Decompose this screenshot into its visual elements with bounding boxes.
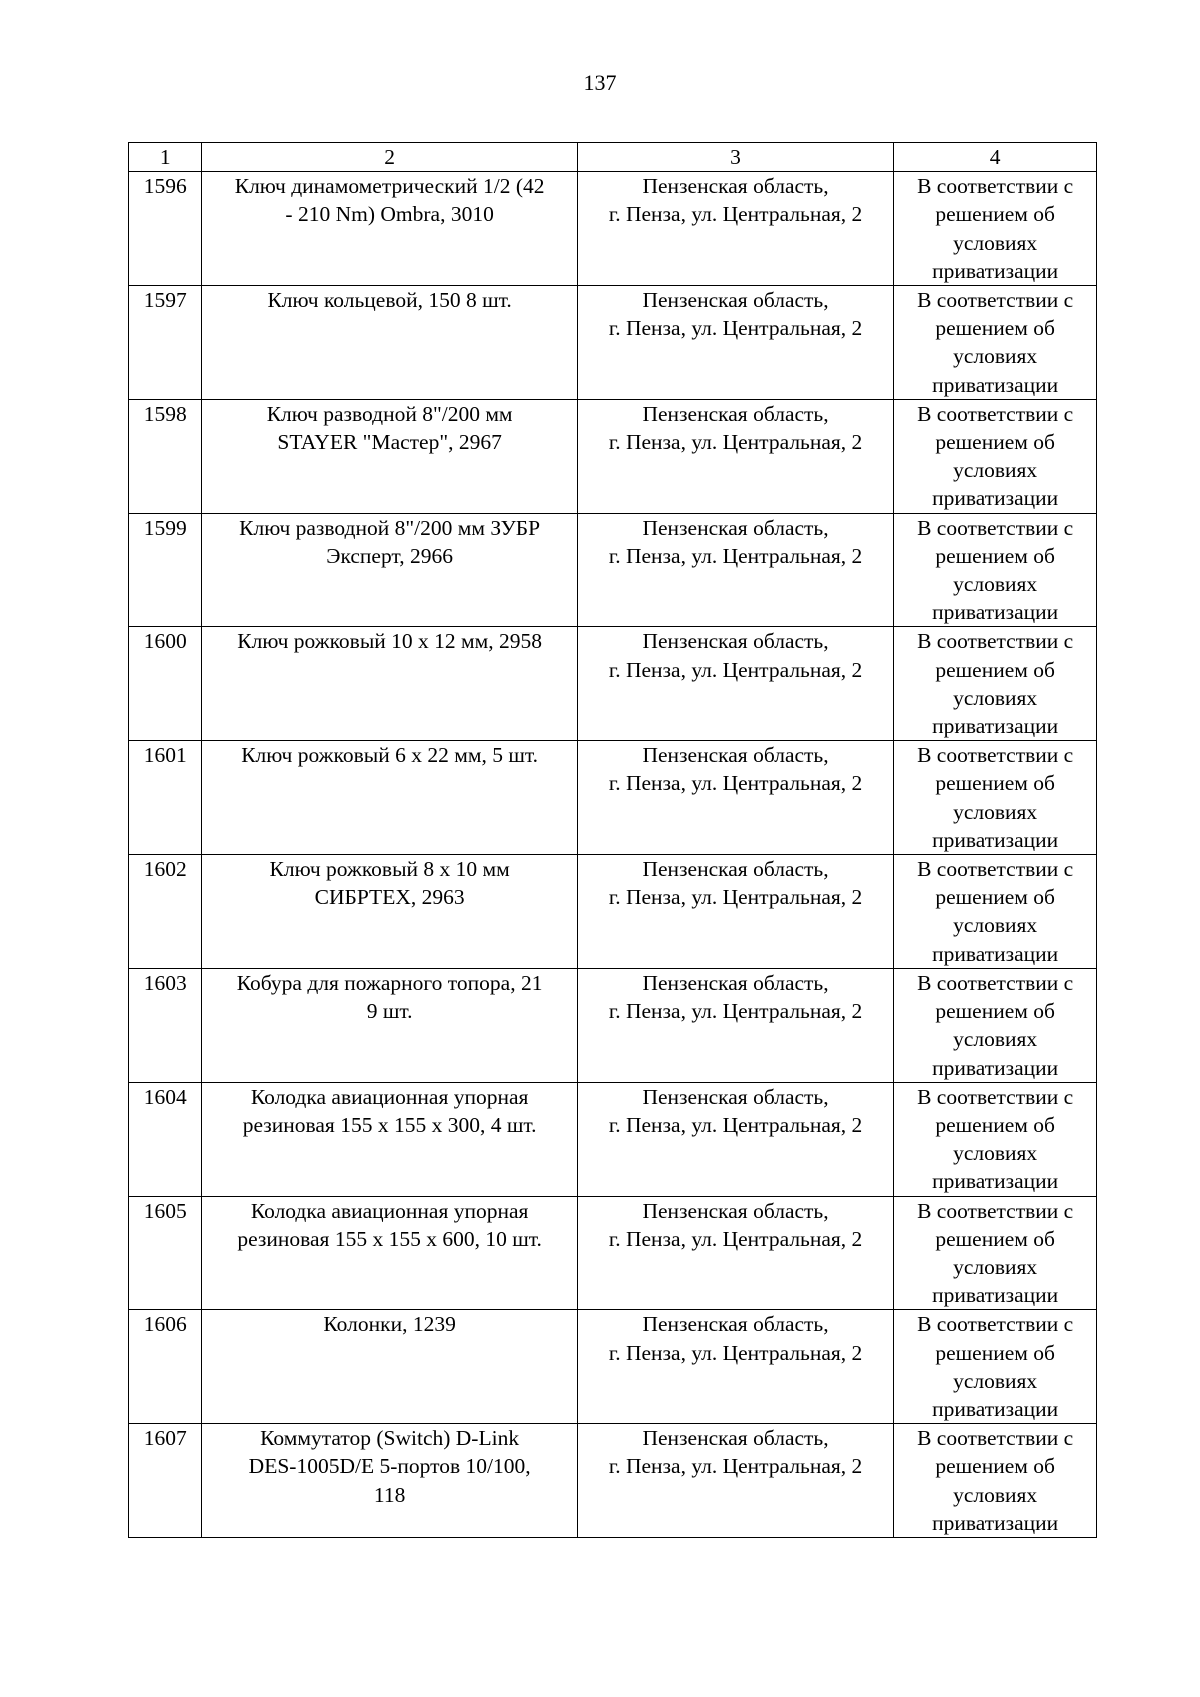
row-number-cell: 1596 (129, 172, 202, 286)
item-name-cell (202, 741, 577, 855)
header-cell-1: 1 (129, 143, 202, 172)
address-line: Пензенская область, (642, 1312, 829, 1337)
table-row (129, 1082, 1097, 1196)
table-header-row (129, 143, 1097, 172)
address-cell (577, 627, 893, 741)
table-row (129, 968, 1097, 1082)
address-cell (577, 1082, 893, 1196)
note-line: В соответствии с (917, 174, 1074, 199)
item-name-line: - 210 Nm) Ombra, 3010 (285, 202, 494, 227)
note-line: В соответствии с (917, 1312, 1074, 1337)
item-name-line: Ключ рожковый 8 х 10 мм (269, 857, 510, 882)
item-name-line: DES-1005D/E 5-портов 10/100, (248, 1454, 531, 1479)
note-line: В соответствии с (917, 1084, 1074, 1109)
note-cell (894, 286, 1097, 400)
address-line: г. Пенза, ул. Центральная, 2 (608, 657, 863, 682)
page-number: 137 (583, 70, 617, 95)
item-name-line: Ключ рожковый 10 х 12 мм, 2958 (237, 629, 542, 654)
address-line: Пензенская область, (642, 1426, 829, 1451)
note-cell (894, 968, 1097, 1082)
item-name-line: STAYER "Мастер", 2967 (277, 430, 502, 455)
table-row (129, 172, 1097, 286)
note-line: решением об (935, 543, 1055, 568)
note-line: приватизации (932, 1169, 1059, 1194)
note-cell (894, 1196, 1097, 1310)
item-name-cell (202, 286, 577, 400)
row-number-cell: 1598 (129, 399, 202, 513)
address-cell (577, 172, 893, 286)
table-row (129, 855, 1097, 969)
item-name-cell (202, 1082, 577, 1196)
table-body (129, 143, 1097, 1538)
note-line: условиях (953, 685, 1038, 710)
table-row (129, 1310, 1097, 1424)
item-name-line: Ключ кольцевой, 150 8 шт. (267, 288, 512, 313)
note-cell (894, 855, 1097, 969)
address-line: г. Пенза, ул. Центральная, 2 (608, 1454, 863, 1479)
address-line: Пензенская область, (642, 288, 829, 313)
address-line: г. Пенза, ул. Центральная, 2 (608, 885, 863, 910)
address-cell (577, 855, 893, 969)
note-line: приватизации (932, 1055, 1059, 1080)
note-cell (894, 1424, 1097, 1538)
row-number-cell: 1599 (129, 513, 202, 627)
note-line: решением об (935, 1454, 1055, 1479)
note-line: решением об (935, 885, 1055, 910)
note-cell (894, 1310, 1097, 1424)
note-line: приватизации (932, 827, 1059, 852)
header-cell-4: 4 (894, 143, 1097, 172)
note-line: условиях (953, 458, 1038, 483)
address-cell (577, 968, 893, 1082)
address-cell (577, 399, 893, 513)
property-table (128, 142, 1097, 1538)
note-cell (894, 741, 1097, 855)
address-cell (577, 286, 893, 400)
item-name-line: Кобура для пожарного топора, 21 (236, 970, 543, 995)
item-name-line: 9 шт. (366, 999, 413, 1024)
row-number-cell: 1605 (129, 1196, 202, 1310)
row-number-cell: 1607 (129, 1424, 202, 1538)
note-line: В соответствии с (917, 401, 1074, 426)
address-cell (577, 1424, 893, 1538)
item-name-line: Ключ разводной 8"/200 мм (266, 401, 513, 426)
address-line: г. Пенза, ул. Центральная, 2 (608, 316, 863, 341)
item-name-cell (202, 1310, 577, 1424)
row-number-cell: 1601 (129, 741, 202, 855)
address-line: Пензенская область, (642, 401, 829, 426)
item-name-cell (202, 513, 577, 627)
table-row (129, 627, 1097, 741)
address-line: Пензенская область, (642, 857, 829, 882)
note-line: условиях (953, 230, 1038, 255)
row-number-cell: 1602 (129, 855, 202, 969)
note-line: решением об (935, 202, 1055, 227)
address-line: Пензенская область, (642, 174, 829, 199)
table-row (129, 741, 1097, 855)
note-line: приватизации (932, 600, 1059, 625)
item-name-line: резиновая 155 х 155 х 300, 4 шт. (242, 1112, 537, 1137)
note-line: приватизации (932, 714, 1059, 739)
note-line: условиях (953, 1254, 1038, 1279)
item-name-cell (202, 968, 577, 1082)
item-name-line: Коммутатор (Switch) D-Link (260, 1426, 520, 1451)
item-name-line: Ключ рожковый 6 х 22 мм, 5 шт. (241, 743, 539, 768)
note-line: приватизации (932, 372, 1059, 397)
note-line: В соответствии с (917, 1198, 1074, 1223)
note-line: условиях (953, 572, 1038, 597)
address-line: г. Пенза, ул. Центральная, 2 (608, 771, 863, 796)
table-row (129, 399, 1097, 513)
item-name-line: Колодка авиационная упорная (250, 1084, 529, 1109)
note-line: решением об (935, 430, 1055, 455)
note-cell (894, 627, 1097, 741)
note-line: решением об (935, 1226, 1055, 1251)
row-number-cell: 1604 (129, 1082, 202, 1196)
note-line: решением об (935, 316, 1055, 341)
note-line: условиях (953, 799, 1038, 824)
row-number-cell: 1597 (129, 286, 202, 400)
item-name-line: СИБРТЕХ, 2963 (314, 885, 465, 910)
note-line: условиях (953, 1027, 1038, 1052)
item-name-line: 118 (373, 1482, 406, 1507)
note-line: решением об (935, 1112, 1055, 1137)
note-line: приватизации (932, 1283, 1059, 1308)
table-row (129, 286, 1097, 400)
row-number-cell: 1600 (129, 627, 202, 741)
note-line: решением об (935, 771, 1055, 796)
item-name-cell (202, 1196, 577, 1310)
item-name-cell (202, 855, 577, 969)
address-line: Пензенская область, (642, 515, 829, 540)
item-name-cell (202, 172, 577, 286)
note-cell (894, 1082, 1097, 1196)
row-number-cell: 1603 (129, 968, 202, 1082)
address-line: Пензенская область, (642, 1198, 829, 1223)
address-cell (577, 741, 893, 855)
address-line: г. Пенза, ул. Центральная, 2 (608, 1340, 863, 1365)
note-line: приватизации (932, 486, 1059, 511)
item-name-line: Ключ динамометрический 1/2 (42 (234, 174, 545, 199)
note-line: решением об (935, 1340, 1055, 1365)
item-name-line: резиновая 155 х 155 х 600, 10 шт. (237, 1226, 542, 1251)
item-name-line: Колодка авиационная упорная (250, 1198, 529, 1223)
address-cell (577, 513, 893, 627)
address-cell (577, 1196, 893, 1310)
address-line: г. Пенза, ул. Центральная, 2 (608, 543, 863, 568)
address-line: Пензенская область, (642, 743, 829, 768)
address-line: г. Пенза, ул. Центральная, 2 (608, 202, 863, 227)
item-name-cell (202, 399, 577, 513)
note-line: В соответствии с (917, 970, 1074, 995)
row-number-cell: 1606 (129, 1310, 202, 1424)
note-line: условиях (953, 913, 1038, 938)
note-cell (894, 172, 1097, 286)
note-line: условиях (953, 344, 1038, 369)
address-line: Пензенская область, (642, 1084, 829, 1109)
note-line: решением об (935, 657, 1055, 682)
note-line: В соответствии с (917, 629, 1074, 654)
note-line: условиях (953, 1141, 1038, 1166)
note-line: В соответствии с (917, 857, 1074, 882)
address-line: г. Пенза, ул. Центральная, 2 (608, 1112, 863, 1137)
table-row (129, 1424, 1097, 1538)
note-line: В соответствии с (917, 743, 1074, 768)
item-name-cell (202, 627, 577, 741)
note-line: приватизации (932, 1510, 1059, 1535)
table-row (129, 513, 1097, 627)
item-name-cell (202, 1424, 577, 1538)
note-line: условиях (953, 1368, 1038, 1393)
note-line: решением об (935, 999, 1055, 1024)
item-name-line: Ключ разводной 8"/200 мм ЗУБР (239, 515, 541, 540)
item-name-line: Эксперт, 2966 (326, 543, 453, 568)
note-line: условиях (953, 1482, 1038, 1507)
table-row (129, 1196, 1097, 1310)
note-line: В соответствии с (917, 288, 1074, 313)
note-line: В соответствии с (917, 515, 1074, 540)
note-cell (894, 513, 1097, 627)
note-line: приватизации (932, 1396, 1059, 1421)
item-name-line: Колонки, 1239 (323, 1312, 456, 1337)
address-line: г. Пенза, ул. Центральная, 2 (608, 1226, 863, 1251)
header-cell-3: 3 (577, 143, 893, 172)
address-cell (577, 1310, 893, 1424)
address-line: г. Пенза, ул. Центральная, 2 (608, 430, 863, 455)
header-cell-2: 2 (202, 143, 577, 172)
address-line: Пензенская область, (642, 970, 829, 995)
note-cell (894, 399, 1097, 513)
note-line: приватизации (932, 941, 1059, 966)
note-line: В соответствии с (917, 1426, 1074, 1451)
address-line: г. Пенза, ул. Центральная, 2 (608, 999, 863, 1024)
address-line: Пензенская область, (642, 629, 829, 654)
note-line: приватизации (932, 258, 1059, 283)
